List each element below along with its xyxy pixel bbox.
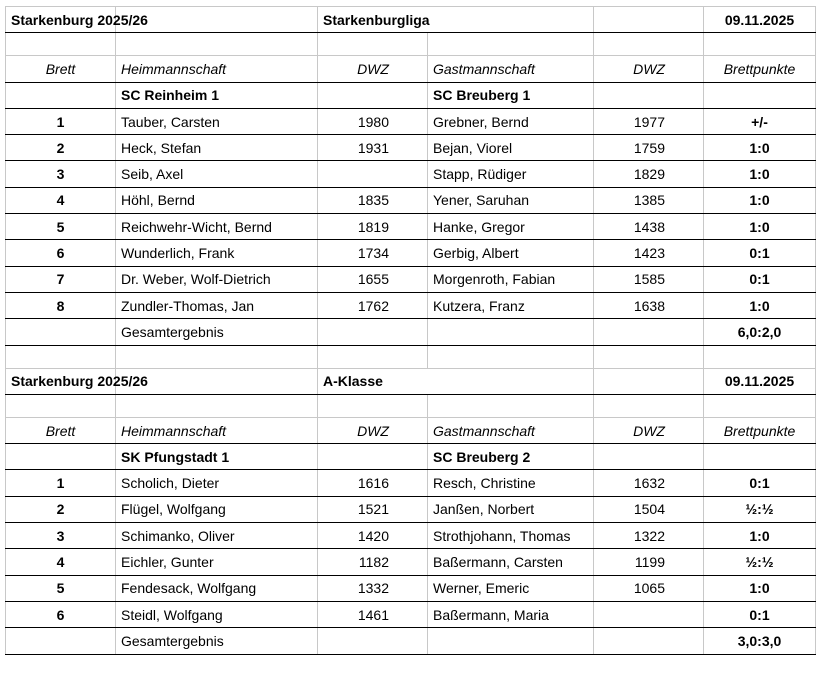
- away-player: Werner, Emeric: [428, 575, 594, 601]
- away-player: Baßermann, Carsten: [428, 549, 594, 575]
- board-result: 1:0: [704, 187, 816, 213]
- board-number: 4: [6, 549, 116, 575]
- empty-cell: [704, 444, 816, 470]
- board-result: 1:0: [704, 214, 816, 240]
- sheet-body: [6, 7, 816, 655]
- empty-cell: [116, 394, 318, 417]
- header-brettpunkte: Brettpunkte: [704, 56, 816, 82]
- away-team-name: SC Breuberg 2: [428, 444, 594, 470]
- home-player-dwz: 1461: [318, 601, 428, 627]
- empty-cell: [116, 345, 318, 368]
- empty-cell: [318, 82, 428, 108]
- total-label: Gesamtergebnis: [116, 319, 318, 345]
- home-team-name: SC Reinheim 1: [116, 82, 318, 108]
- board-result: 0:1: [704, 266, 816, 292]
- header-brett: Brett: [6, 417, 116, 443]
- empty-cell: [318, 319, 428, 345]
- header-home-dwz: DWZ: [318, 56, 428, 82]
- home-player: Tauber, Carsten: [116, 108, 318, 134]
- home-team-name: SK Pfungstadt 1: [116, 444, 318, 470]
- board-result: 0:1: [704, 240, 816, 266]
- board-number: 6: [6, 601, 116, 627]
- empty-cell: [318, 444, 428, 470]
- board-row: [6, 135, 816, 161]
- board-row: [6, 601, 816, 627]
- away-player-dwz: 1423: [594, 240, 704, 266]
- away-player: Hanke, Gregor: [428, 214, 594, 240]
- home-player: Eichler, Gunter: [116, 549, 318, 575]
- away-player-dwz: 1065: [594, 575, 704, 601]
- board-result: ½:½: [704, 549, 816, 575]
- away-team-name: SC Breuberg 1: [428, 82, 594, 108]
- home-player: Flügel, Wolfgang: [116, 496, 318, 522]
- spacer-row: [6, 33, 816, 56]
- away-player-dwz: 1638: [594, 292, 704, 318]
- board-number: 5: [6, 575, 116, 601]
- total-row: [6, 628, 816, 654]
- home-player: Fendesack, Wolfgang: [116, 575, 318, 601]
- empty-cell: [6, 33, 116, 56]
- board-result: 1:0: [704, 292, 816, 318]
- away-player-dwz: 1585: [594, 266, 704, 292]
- empty-cell: [704, 394, 816, 417]
- board-result: 1:0: [704, 575, 816, 601]
- total-label: Gesamtergebnis: [116, 628, 318, 654]
- empty-cell: [704, 345, 816, 368]
- home-player: Steidl, Wolfgang: [116, 601, 318, 627]
- board-number: 6: [6, 240, 116, 266]
- home-player-dwz: 1819: [318, 214, 428, 240]
- home-player-dwz: 1616: [318, 470, 428, 496]
- board-row: [6, 496, 816, 522]
- header-brett: Brett: [6, 56, 116, 82]
- board-number: 2: [6, 496, 116, 522]
- empty-cell: [6, 628, 116, 654]
- match-date: 09.11.2025: [704, 368, 816, 394]
- empty-cell: [6, 345, 116, 368]
- board-result: ½:½: [704, 496, 816, 522]
- board-row: [6, 187, 816, 213]
- away-player: Morgenroth, Fabian: [428, 266, 594, 292]
- away-player: Grebner, Bernd: [428, 108, 594, 134]
- spacer-row: [6, 394, 816, 417]
- empty-cell: [594, 345, 704, 368]
- away-player: Janßen, Norbert: [428, 496, 594, 522]
- away-player: Bejan, Viorel: [428, 135, 594, 161]
- home-player-dwz: [318, 161, 428, 187]
- board-row: [6, 549, 816, 575]
- board-row: [6, 161, 816, 187]
- home-player-dwz: 1734: [318, 240, 428, 266]
- home-player-dwz: 1182: [318, 549, 428, 575]
- home-player: Heck, Stefan: [116, 135, 318, 161]
- board-number: 8: [6, 292, 116, 318]
- total-row: [6, 319, 816, 345]
- away-player-dwz: 1977: [594, 108, 704, 134]
- home-player: Dr. Weber, Wolf-Dietrich: [116, 266, 318, 292]
- home-player-dwz: 1762: [318, 292, 428, 318]
- home-player-dwz: 1521: [318, 496, 428, 522]
- board-row: [6, 266, 816, 292]
- away-player-dwz: 1504: [594, 496, 704, 522]
- empty-cell: [594, 319, 704, 345]
- home-player: Seib, Axel: [116, 161, 318, 187]
- away-player: Stapp, Rüdiger: [428, 161, 594, 187]
- empty-cell: [318, 628, 428, 654]
- header-gastmannschaft: Gastmannschaft: [428, 56, 594, 82]
- board-row: [6, 470, 816, 496]
- empty-cell: [6, 444, 116, 470]
- board-number: 3: [6, 161, 116, 187]
- board-row: [6, 523, 816, 549]
- home-player: Höhl, Bernd: [116, 187, 318, 213]
- board-row: [6, 214, 816, 240]
- board-row: [6, 108, 816, 134]
- home-player-dwz: 1980: [318, 108, 428, 134]
- board-row: [6, 575, 816, 601]
- away-player: Baßermann, Maria: [428, 601, 594, 627]
- board-row: [6, 292, 816, 318]
- home-player: Scholich, Dieter: [116, 470, 318, 496]
- board-number: 1: [6, 470, 116, 496]
- home-player-dwz: 1332: [318, 575, 428, 601]
- away-player-dwz: 1759: [594, 135, 704, 161]
- home-player-dwz: 1931: [318, 135, 428, 161]
- board-result: 1:0: [704, 161, 816, 187]
- match-date: 09.11.2025: [704, 7, 816, 33]
- away-player-dwz: 1385: [594, 187, 704, 213]
- header-away-dwz: DWZ: [594, 56, 704, 82]
- away-player: Kutzera, Franz: [428, 292, 594, 318]
- header-gastmannschaft: Gastmannschaft: [428, 417, 594, 443]
- team-row: [6, 444, 816, 470]
- away-player-dwz: 1199: [594, 549, 704, 575]
- empty-cell: [6, 394, 116, 417]
- board-result: 1:0: [704, 135, 816, 161]
- header-brettpunkte: Brettpunkte: [704, 417, 816, 443]
- season-title: Starkenburg 2025/26: [6, 7, 116, 33]
- away-player-dwz: 1322: [594, 523, 704, 549]
- away-player-dwz: 1632: [594, 470, 704, 496]
- board-result: 1:0: [704, 523, 816, 549]
- board-result: 0:1: [704, 470, 816, 496]
- empty-cell: [704, 33, 816, 56]
- empty-cell: [318, 394, 428, 417]
- results-sheet: [5, 6, 816, 655]
- league-title: A-Klasse: [318, 368, 594, 394]
- board-number: 1: [6, 108, 116, 134]
- home-player: Reichwehr-Wicht, Bernd: [116, 214, 318, 240]
- away-player-dwz: 1829: [594, 161, 704, 187]
- board-number: 3: [6, 523, 116, 549]
- home-player: Wunderlich, Frank: [116, 240, 318, 266]
- team-row: [6, 82, 816, 108]
- home-player-dwz: 1420: [318, 523, 428, 549]
- empty-cell: [116, 33, 318, 56]
- match-title-row: [6, 7, 816, 33]
- home-player: Zundler-Thomas, Jan: [116, 292, 318, 318]
- empty-cell: [704, 82, 816, 108]
- empty-cell: [594, 7, 704, 33]
- empty-cell: [594, 368, 704, 394]
- board-number: 7: [6, 266, 116, 292]
- header-heimmannschaft: Heimmannschaft: [116, 417, 318, 443]
- board-number: 4: [6, 187, 116, 213]
- total-score: 6,0:2,0: [704, 319, 816, 345]
- match-title-row: [6, 368, 816, 394]
- away-player: Gerbig, Albert: [428, 240, 594, 266]
- empty-cell: [428, 628, 594, 654]
- board-result: +/-: [704, 108, 816, 134]
- away-player: Yener, Saruhan: [428, 187, 594, 213]
- header-heimmannschaft: Heimmannschaft: [116, 56, 318, 82]
- column-header-row: [6, 56, 816, 82]
- empty-cell: [428, 394, 594, 417]
- away-player-dwz: [594, 601, 704, 627]
- spacer-row: [6, 345, 816, 368]
- season-title: Starkenburg 2025/26: [6, 368, 116, 394]
- header-away-dwz: DWZ: [594, 417, 704, 443]
- away-player: Strothjohann, Thomas: [428, 523, 594, 549]
- home-player-dwz: 1655: [318, 266, 428, 292]
- empty-cell: [594, 394, 704, 417]
- empty-cell: [6, 82, 116, 108]
- empty-cell: [594, 628, 704, 654]
- away-player: Resch, Christine: [428, 470, 594, 496]
- home-player-dwz: 1835: [318, 187, 428, 213]
- empty-cell: [594, 82, 704, 108]
- header-home-dwz: DWZ: [318, 417, 428, 443]
- league-title: Starkenburgliga: [318, 7, 594, 33]
- empty-cell: [428, 33, 594, 56]
- empty-cell: [594, 33, 704, 56]
- away-player-dwz: 1438: [594, 214, 704, 240]
- home-player: Schimanko, Oliver: [116, 523, 318, 549]
- board-number: 2: [6, 135, 116, 161]
- empty-cell: [318, 345, 428, 368]
- board-row: [6, 240, 816, 266]
- empty-cell: [428, 345, 594, 368]
- column-header-row: [6, 417, 816, 443]
- empty-cell: [428, 319, 594, 345]
- empty-cell: [594, 444, 704, 470]
- board-number: 5: [6, 214, 116, 240]
- empty-cell: [318, 33, 428, 56]
- empty-cell: [6, 319, 116, 345]
- board-result: 0:1: [704, 601, 816, 627]
- total-score: 3,0:3,0: [704, 628, 816, 654]
